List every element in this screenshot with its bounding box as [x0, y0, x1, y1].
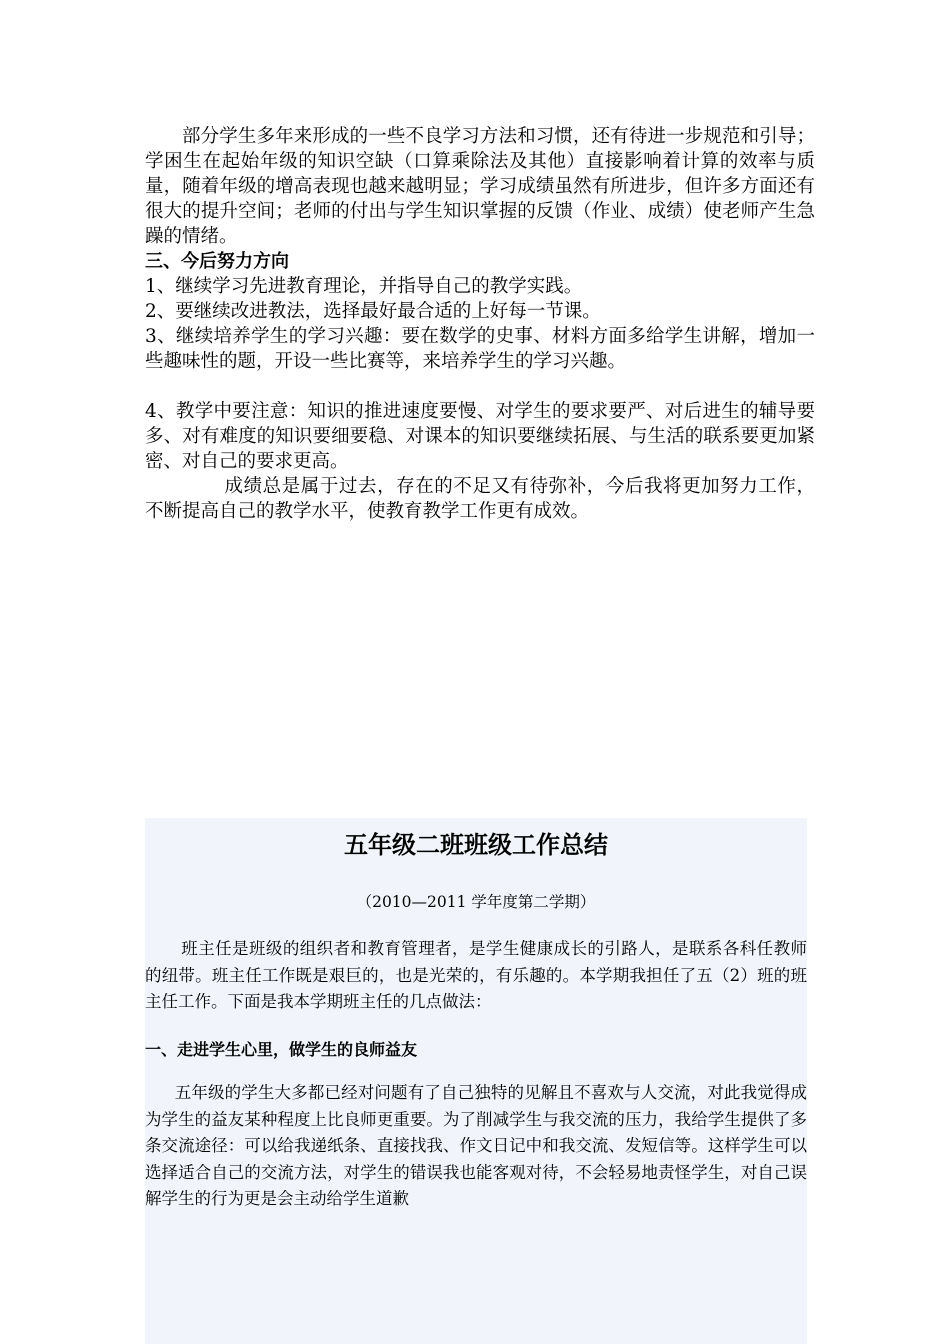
para-intro2: 班主任是班级的组织者和教育管理者，是学生健康成长的引路人，是联系各科任教师的纽带。班主任工作既是艰巨的，也是光荣的，有乐趣的。本学期我担任了五（2）班的班主任工作。下面是我本学期班主任的几点做法：	[145, 939, 807, 1011]
section-heading-1: 一、走进学生心里，做学生的良师益友	[145, 1040, 418, 1059]
list-item: 3、继续培养学生的学习兴趣：要在数学的史事、材料方面多给学生讲解，增加一些趣味性的题，开设一些比赛等，来培养学生的学习兴趣。	[145, 326, 815, 372]
page-title: 五年级二班班级工作总结	[344, 831, 608, 859]
list-item: 2、要继续改进教法，选择最好最合适的上好每一节课。	[145, 301, 601, 322]
page-subtitle: （2010—2011 学年度第二学期）	[356, 893, 596, 911]
list-item: 1、继续学习先进教育理论，并指导自己的教学实践。	[145, 276, 583, 297]
para-intro: 部分学生多年来形成的一些不良学习方法和习惯，还有待进一步规范和引导；学困生在起始年级的知识空缺（口算乘除法及其他）直接影响着计算的效率与质量，随着年级的增高表现也越来越明显；学习成绩虽然有所进步，但许多方面还有很大的提升空间；老师的付出与学生知识掌握的反馈（作业、成绩）使老师产生急躁的情绪。	[145, 126, 815, 247]
list-item: 4、教学中要注意：知识的推进速度要慢、对学生的要求要严、对后进生的辅导要多、对有难度的知识要细要稳、对课本的知识要继续拓展、与生活的联系要更加紧密、对自己的要求更高。	[145, 401, 815, 472]
para-conclusion: 成绩总是属于过去，存在的不足又有待弥补，今后我将更加努力工作，不断提高自己的教学水平，使教育教学工作更有成效。	[145, 476, 815, 522]
section-heading-future: 三、今后努力方向	[145, 251, 289, 272]
para-1: 五年级的学生大多都已经对问题有了自己独特的见解且不喜欢与人交流，对此我觉得成为学生的益友某种程度上比良师更重要。为了削减学生与我交流的压力，我给学生提供了多条交流途径：可以给我递纸条、直接找我、作文日记中和我交流、发短信等。这样学生可以选择适合自己的交流方法，对学生的错误我也能客观对待，不会轻易地责怪学生，对自己误解学生的行为更是会主动给学生道歉	[145, 1083, 807, 1208]
section2-panel	[145, 818, 807, 1344]
section1	[145, 124, 815, 524]
